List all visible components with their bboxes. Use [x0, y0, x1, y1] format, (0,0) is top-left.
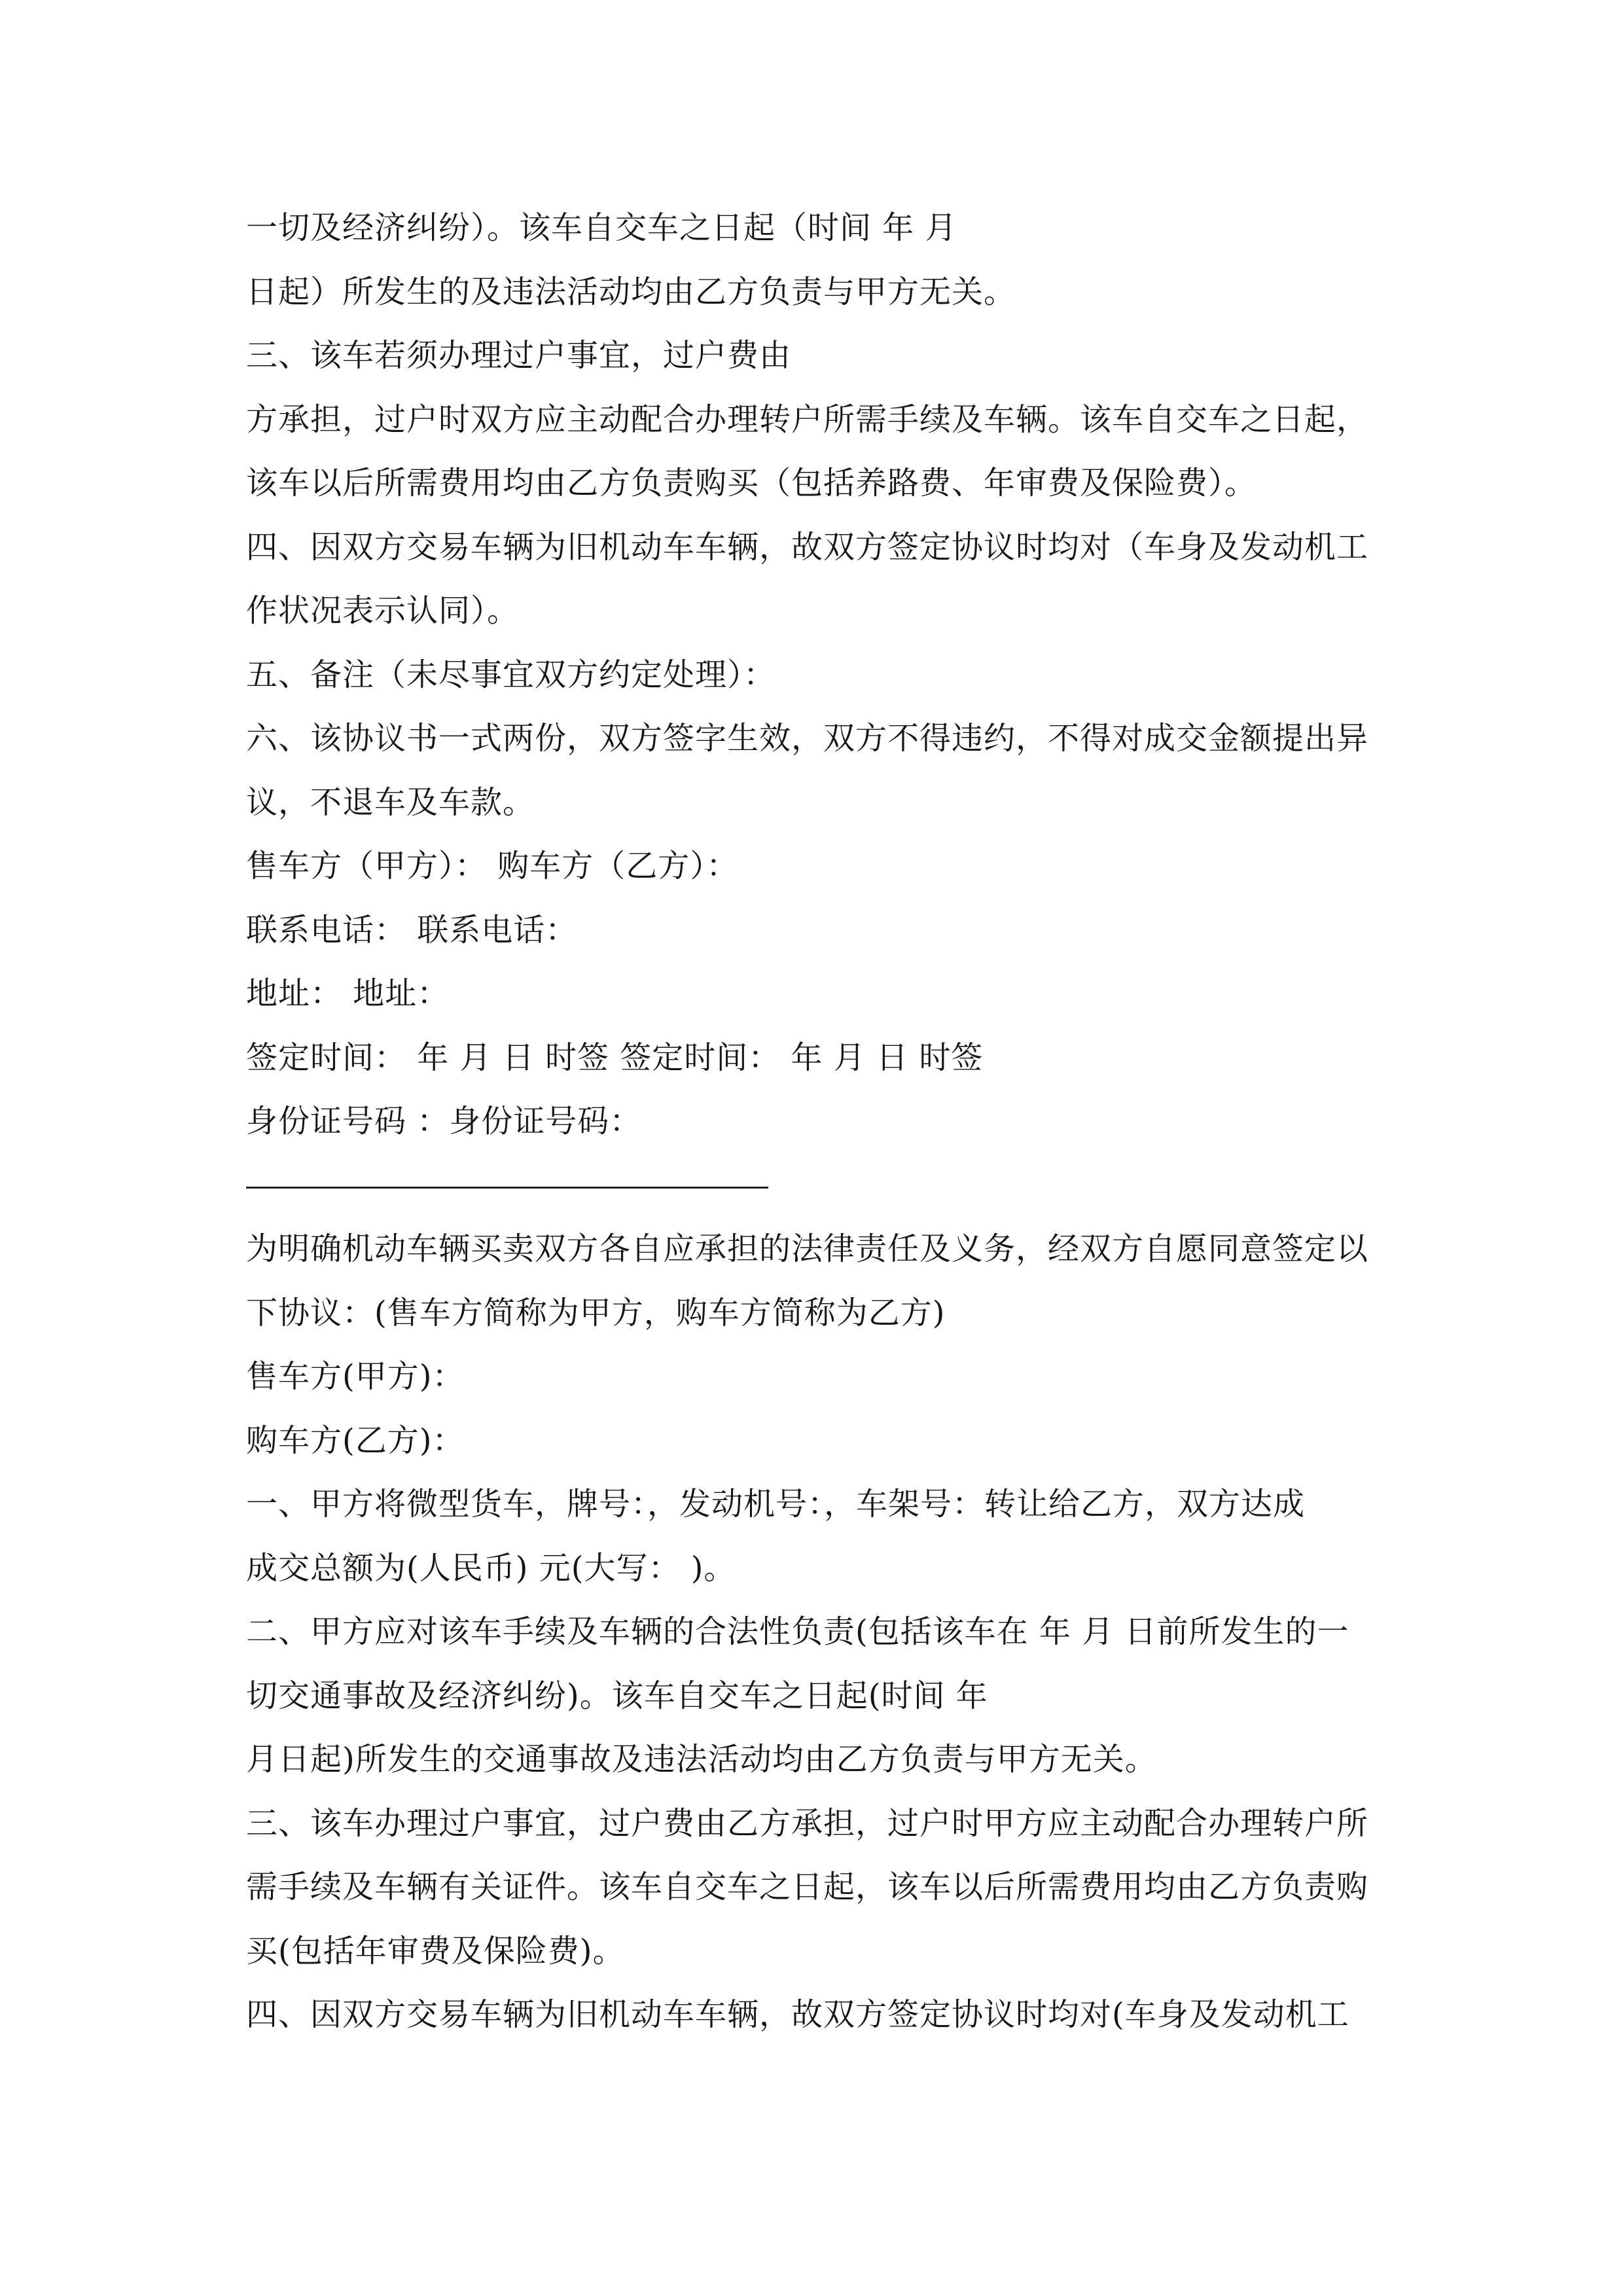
- text-line: 二、甲方应对该车手续及车辆的合法性负责(包括该车在 年 月 日前所发生的一: [246, 1613, 1349, 1650]
- text-line: 一、甲方将微型货车，牌号：，发动机号：，车架号：转让给乙方，双方达成: [246, 1486, 1306, 1522]
- text-line: 三、该车办理过户事宜，过户费由乙方承担，过户时甲方应主动配合办理转户所: [246, 1804, 1369, 1842]
- document-body: [246, 196, 1398, 2047]
- text-line: 三、该车若须办理过户事宜，过户费由: [246, 337, 792, 374]
- divider-rule: [246, 1187, 768, 1189]
- text-line: 成交总额为(人民币) 元(大写： )。: [246, 1549, 736, 1587]
- buyer-line: 购车方(乙方)：: [246, 1422, 465, 1459]
- signing-time-line: 签定时间： 年 月 日 时签 签定时间： 年 月 日 时签: [246, 1039, 984, 1076]
- id-number-line: 身份证号码 ：身份证号码：: [246, 1103, 642, 1139]
- text-line: 六、该协议书一式两份，双方签字生效，双方不得违约，不得对成交金额提出异: [246, 720, 1369, 757]
- text-line: 方承担，过户时双方应主动配合办理转户所需手续及车辆。该车自交车之日起，: [246, 401, 1369, 438]
- text-line: 议，不退车及车款。: [246, 783, 535, 821]
- address-line: 地址： 地址：: [246, 975, 450, 1012]
- text-line: 月日起)所发生的交通事故及违法活动均由乙方负责与甲方无关。: [246, 1741, 1157, 1778]
- text-line: 日起）所发生的及违法活动均由乙方负责与甲方无关。: [246, 273, 1016, 310]
- text-line: 四、因双方交易车辆为旧机动车车辆，故双方签定协议时均对(车身及发动机工: [246, 1996, 1349, 2033]
- text-line: 四、因双方交易车辆为旧机动车车辆，故双方签定协议时均对（车身及发动机工: [246, 528, 1369, 565]
- text-line: 买(包括年审费及保险费)。: [246, 1932, 625, 1969]
- seller-line: 售车方(甲方)：: [246, 1358, 465, 1395]
- text-line: 作状况表示认同）。: [246, 592, 520, 629]
- text-line: 该车以后所需费用均由乙方负责购买（包括养路费、年审费及保险费）。: [246, 465, 1257, 501]
- text-line: 为明确机动车辆买卖双方各自应承担的法律责任及义务，经双方自愿同意签定以: [246, 1230, 1369, 1267]
- text-line: 需手续及车辆有关证件。该车自交车之日起，该车以后所需费用均由乙方负责购: [246, 1869, 1369, 1905]
- contact-phone-line: 联系电话： 联系电话：: [246, 911, 578, 948]
- text-line: 切交通事故及经济纠纷)。该车自交车之日起(时间 年: [246, 1677, 988, 1714]
- signature-parties-line: 售车方（甲方）： 购车方（乙方）：: [246, 848, 739, 884]
- text-line: 下协议：(售车方简称为甲方，购车方简称为乙方): [246, 1294, 946, 1331]
- text-line: 五、备注（未尽事宜双方约定处理）：: [246, 656, 776, 693]
- text-line: 一切及经济纠纷）。该车自交车之日起（时间 年 月: [246, 209, 957, 246]
- section-divider: [246, 1154, 1398, 1218]
